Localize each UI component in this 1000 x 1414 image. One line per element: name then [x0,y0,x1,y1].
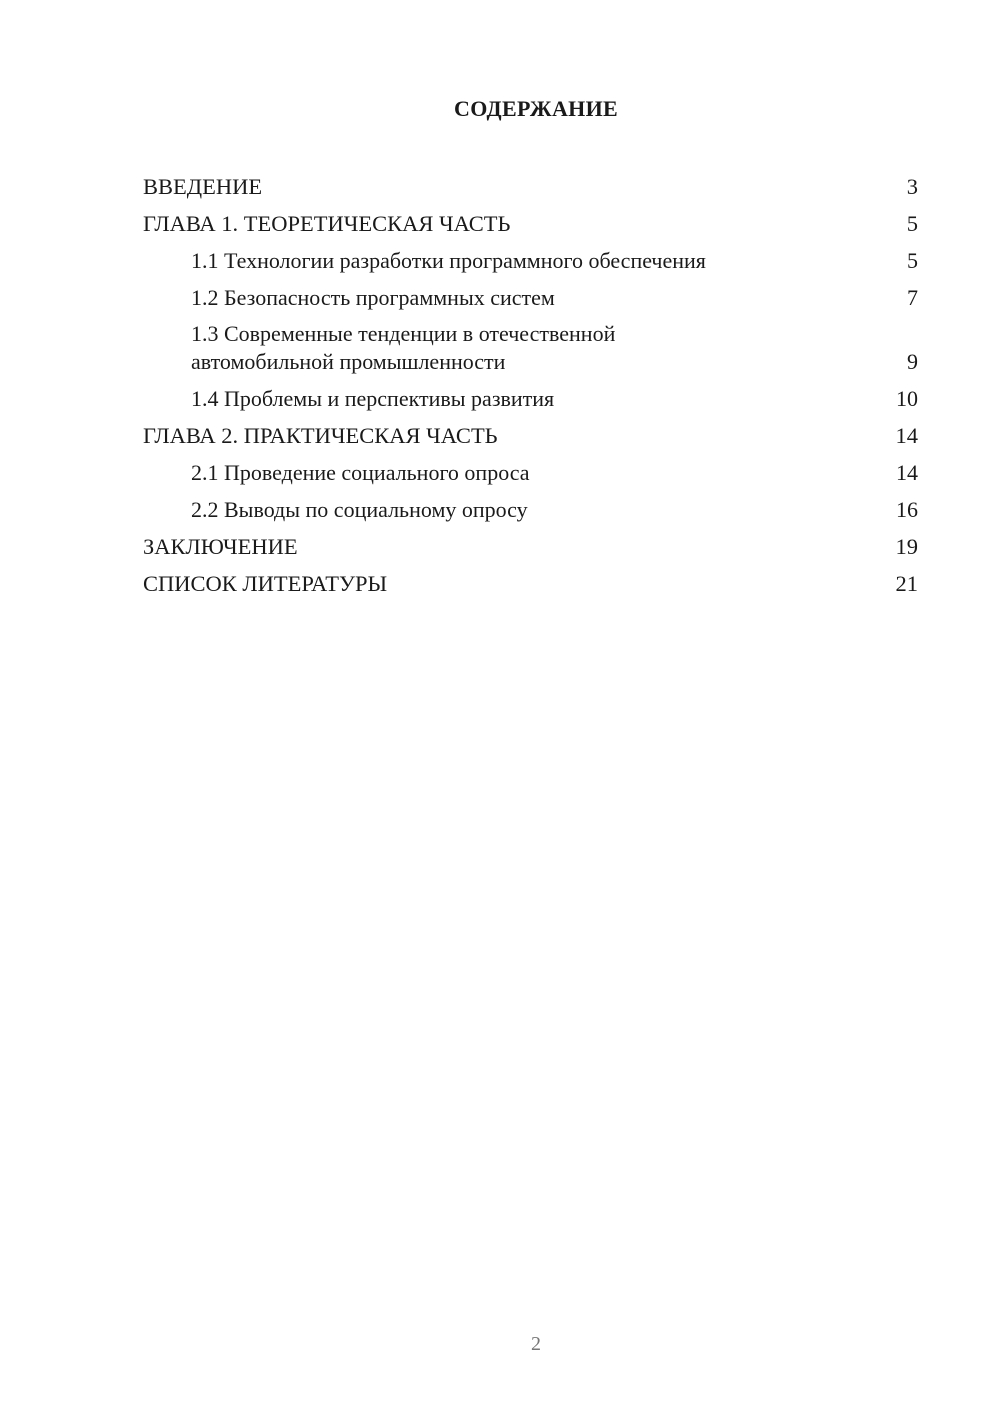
toc-entry-text: 1.2 Безопасность программных систем [191,285,555,310]
toc-entry-section-1-2[interactable] [143,279,918,316]
toc-entry-introduction[interactable] [143,168,918,205]
toc-entry-text: СПИСОК ЛИТЕРАТУРЫ [143,571,388,596]
toc-entry-text: 2.2 Выводы по социальному опросу [191,497,528,522]
toc-entry-text: 1.3 Современные тенденции в отечественной автомобильной промышленности [191,321,616,374]
toc-entry-conclusion[interactable] [143,528,918,565]
toc-entry-text: ГЛАВА 2. ПРАКТИЧЕСКАЯ ЧАСТЬ [143,423,498,448]
toc-entry-chapter-1[interactable] [143,205,918,242]
toc-entry-text: ГЛАВА 1. ТЕОРЕТИЧЕСКАЯ ЧАСТЬ [143,211,511,236]
toc-entry-text: ВВЕДЕНИЕ [143,174,263,199]
toc-entry-section-2-1[interactable] [143,454,918,491]
toc-entry-page: 5 [907,248,918,273]
toc-entry-text: 1.1 Технологии разработки программного обеспечения [191,248,706,273]
toc-entry-section-1-1[interactable] [143,242,918,279]
toc-entry-section-1-4[interactable] [143,380,918,417]
toc-entry-text: 1.4 Проблемы и перспективы развития [191,386,555,411]
toc-entry-page: 14 [895,423,918,448]
toc-entry-page: 7 [907,285,918,310]
toc-entry-page: 9 [907,349,918,374]
toc-entry-page: 10 [896,386,918,411]
toc-entry-page: 21 [895,571,918,596]
toc-entry-page: 14 [896,460,918,485]
page-number: 2 [531,1333,541,1355]
toc-entry-section-1-3[interactable] [143,316,918,380]
table-of-contents [143,168,918,602]
toc-entry-references[interactable] [143,565,918,602]
toc-entry-chapter-2[interactable] [143,417,918,454]
toc-entry-text: 2.1 Проведение социального опроса [191,460,530,485]
toc-entry-page: 16 [896,497,918,522]
toc-entry-page: 5 [906,211,918,236]
toc-entry-page: 19 [895,534,918,559]
page-title: СОДЕРЖАНИЕ [454,96,618,121]
toc-entry-section-2-2[interactable] [143,491,918,528]
toc-entry-text: ЗАКЛЮЧЕНИЕ [143,534,298,559]
toc-entry-page: 3 [906,174,918,199]
